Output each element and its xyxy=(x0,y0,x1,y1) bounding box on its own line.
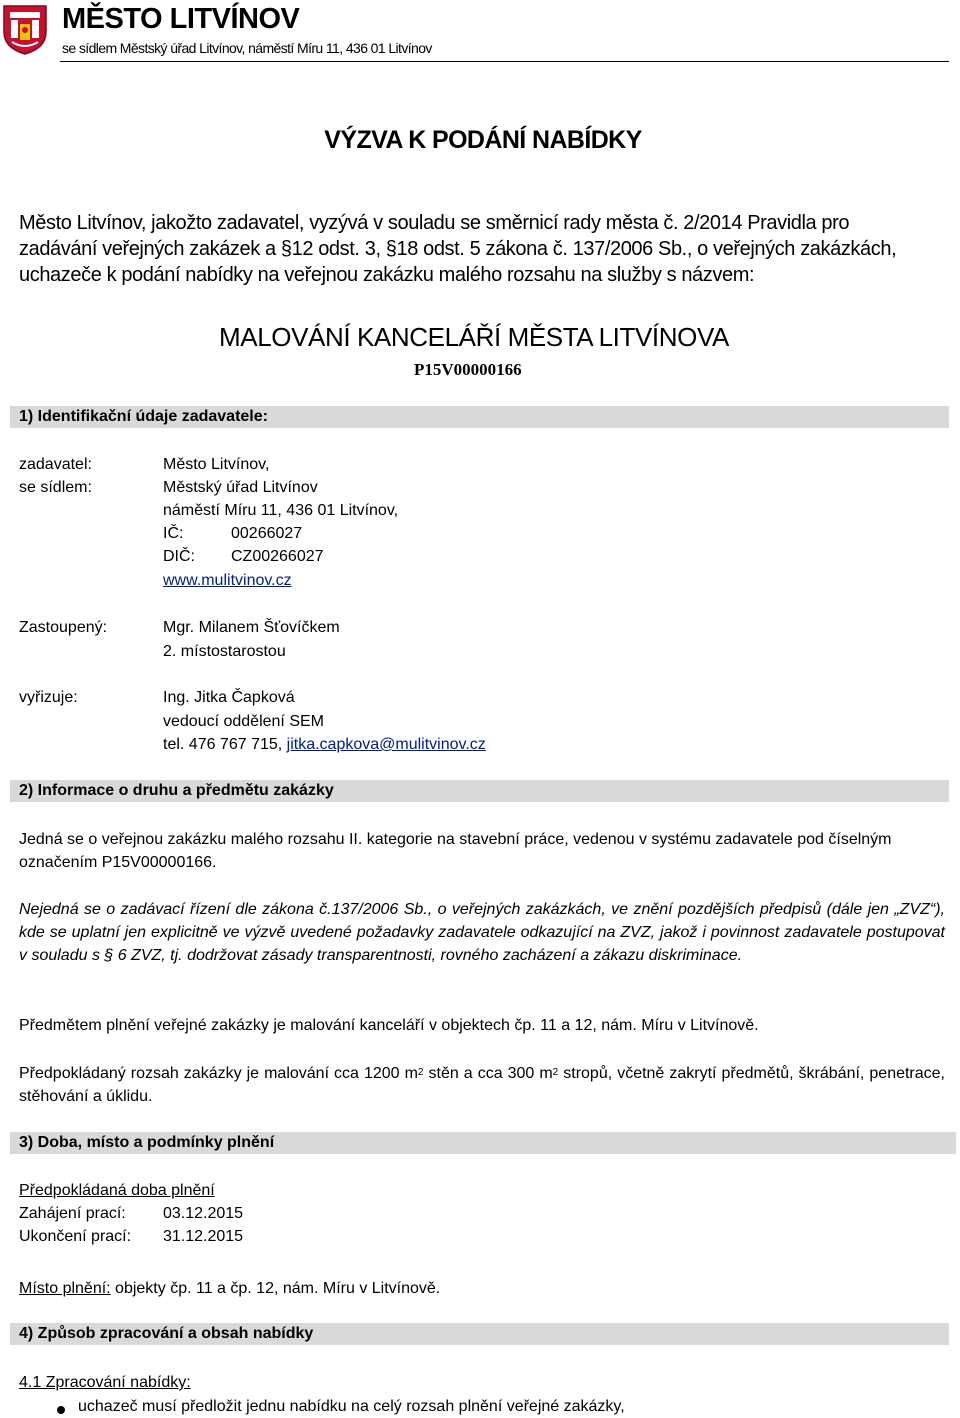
label-zadavatel: zadavatel: xyxy=(19,456,92,473)
intro-line: uchazeče k podání nabídky na veřejnou zakázku malého rozsahu na služby s názvem: xyxy=(19,264,755,286)
org-dic xyxy=(163,545,324,568)
scope-text: stropů, včetně zakrytí předmětů, škrábání, penetrace, stěhování a úklidu. xyxy=(19,1065,946,1105)
section-heading-4: 4) Způsob zpracování a obsah nabídky xyxy=(10,1323,949,1345)
org-name: Město Litvínov, xyxy=(163,456,270,473)
contact-tel: tel. 476 767 715, xyxy=(163,736,287,753)
ico-value: 00266027 xyxy=(231,525,303,542)
place-label: Místo plnění: xyxy=(19,1280,111,1297)
intro-line: Město Litvínov, jakožto zadavatel, vyzývá v souladu se směrnicí rady města č. 2/2014 Pravidla pro xyxy=(19,212,850,234)
paragraph-legal-note: Nejedná se o zadávací řízení dle zákona č.137/2006 Sb., o veřejných zakázkách, ve znění pozdějších předpisů (dále jen „ZVZ“), kde se uplatní jen explicitně ve výzvě uvedené požadavky zadavatele odkazující na ZVZ, jakož i povinnost zadavatele postupovat v souladu s § 6 ZVZ, tj. dodržovat zásady transparentnosti, rovného zacházení a zákazu diskriminace. xyxy=(19,901,945,964)
start-label: Zahájení prací: xyxy=(19,1205,126,1222)
section-heading-3: 3) Doba, místo a podmínky plnění xyxy=(10,1132,956,1154)
org-ico xyxy=(163,522,302,545)
paragraph-zakazka-type: Jedná se o veřejnou zakázku malého rozsahu II. kategorie na stavební práce, vedenou v systému zadavatele pod číselným označením P15V00000166. xyxy=(19,831,892,871)
representative-name: Mgr. Milanem Šťovíčkem xyxy=(163,619,340,636)
contact-role: vedoucí oddělení SEM xyxy=(163,713,324,730)
label-sidlo: se sídlem: xyxy=(19,479,92,496)
end-value: 31.12.2015 xyxy=(163,1228,244,1245)
representative-role: 2. místostarostou xyxy=(163,643,286,660)
end-row xyxy=(19,1225,243,1248)
subsection-title: 4.1 Zpracování nabídky: xyxy=(19,1374,191,1391)
bullet-item: uchazeč musí předložit jednu nabídku na celý rozsah plnění veřejné zakázky, xyxy=(78,1398,625,1415)
city-coat-of-arms-icon xyxy=(2,2,48,56)
paragraph-subject: Předmětem plnění veřejné zakázky je malování kanceláří v objektech čp. 11 a 12, nám. Míru v Litvínově. xyxy=(19,1017,759,1034)
place-value: objekty čp. 11 a čp. 12, nám. Míru v Litvínově. xyxy=(110,1280,441,1297)
document-title: VÝZVA K PODÁNÍ NABÍDKY xyxy=(324,126,642,154)
intro-line: zadávání veřejných zakázek a §12 odst. 3, §18 odst. 5 zákona č. 137/2006 Sb., o veřejných zakázkách, xyxy=(19,238,897,260)
section-heading-1: 1) Identifikační údaje zadavatele: xyxy=(10,406,949,428)
contact-name: Ing. Jitka Čapková xyxy=(163,689,295,706)
end-label: Ukončení prací: xyxy=(19,1228,132,1245)
scope-text: stěn a cca 300 m xyxy=(423,1065,553,1082)
city-address: se sídlem Městský úřad Litvínov, náměstí Míru 11, 436 01 Litvínov xyxy=(62,40,432,56)
place-row xyxy=(19,1277,440,1300)
org-office: Městský úřad Litvínov xyxy=(163,479,318,496)
contract-code: P15V00000166 xyxy=(414,360,522,379)
org-web xyxy=(163,569,292,592)
superscript: 2 xyxy=(417,1067,424,1078)
label-vyrizuje: vyřizuje: xyxy=(19,689,78,706)
scope-text: Předpokládaný rozsah zakázky je malování cca 1200 m xyxy=(19,1065,418,1082)
start-row xyxy=(19,1202,243,1225)
start-value: 03.12.2015 xyxy=(163,1205,244,1222)
section-heading-2: 2) Informace o druhu a předmětu zakázky xyxy=(10,780,949,802)
contract-name: MALOVÁNÍ KANCELÁŘÍ MĚSTA LITVÍNOVA xyxy=(219,322,729,352)
org-address: náměstí Míru 11, 436 01 Litvínov, xyxy=(163,502,399,519)
intro-paragraph xyxy=(19,210,949,288)
paragraph-scope xyxy=(19,1062,945,1108)
city-name: MĚSTO LITVÍNOV xyxy=(62,3,300,35)
dic-value: CZ00266027 xyxy=(231,548,324,565)
ico-label: IČ: xyxy=(163,525,184,542)
period-title: Předpokládaná doba plnění xyxy=(19,1182,215,1199)
website-link[interactable]: www.mulitvinov.cz xyxy=(163,572,292,589)
bullet-icon xyxy=(57,1406,65,1414)
label-zastoupeny: Zastoupený: xyxy=(19,619,108,636)
header-divider xyxy=(60,61,949,62)
superscript: 2 xyxy=(552,1067,559,1078)
dic-label: DIČ: xyxy=(163,548,195,565)
contact-email-link[interactable]: jitka.capkova@mulitvinov.cz xyxy=(286,736,486,753)
contact-tel-email xyxy=(163,733,486,756)
